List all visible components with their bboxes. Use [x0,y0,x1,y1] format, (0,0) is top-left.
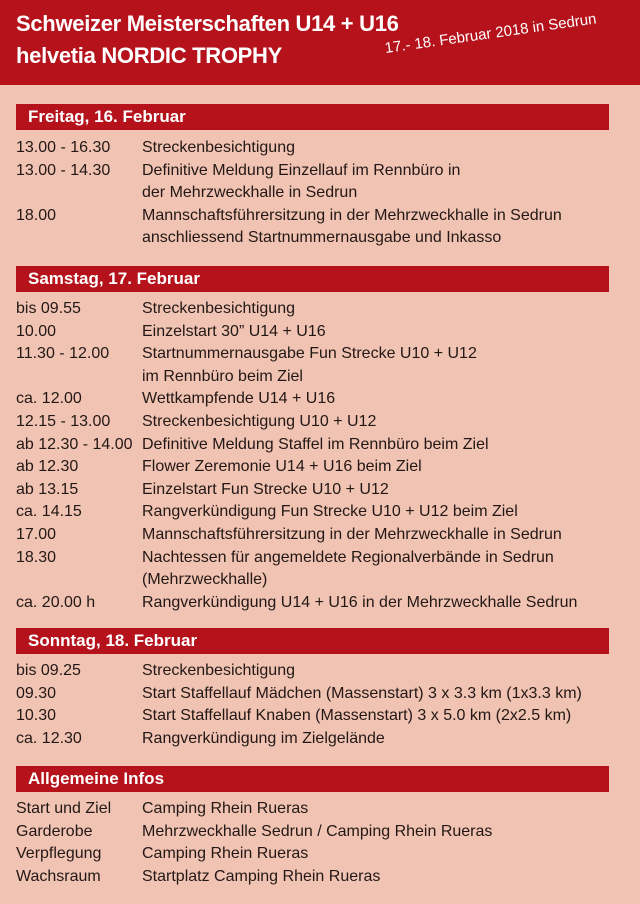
info-label: Garderobe [16,822,93,840]
schedule-row [16,411,616,434]
info-row [16,843,616,866]
info-row [16,821,616,844]
info-value: Mehrzweckhalle Sedrun / Camping Rhein Rueras [142,822,493,840]
schedule-row [16,547,616,592]
schedule-row [16,501,616,524]
schedule-description: Streckenbesichtigung [142,662,295,679]
schedule-time: 13.00 - 16.30 [16,139,111,156]
header-banner [0,0,640,85]
schedule-row [16,298,616,321]
schedule-description: Streckenbesichtigung U10 + U12 [142,412,377,430]
schedule-description: Streckenbesichtigung [142,139,295,156]
schedule-description: der Mehrzweckhalle in Sedrun [142,184,358,202]
schedule-time: 17.00 [16,525,57,543]
schedule-row [16,137,616,160]
schedule-description: Nachtessen für angemeldete Regionalverbände in Sedrun [142,548,554,566]
schedule-description: Streckenbesichtigung [142,300,295,317]
schedule-time: ca. 20.00 h [16,593,96,611]
schedule-time: ca. 14.15 [16,503,82,521]
schedule-row [16,388,616,411]
info-label: Start und Ziel [16,800,112,817]
schedule-description: Definitive Meldung Staffel im Rennbüro beim Ziel [142,435,489,453]
info-row [16,798,616,821]
schedule-row [16,728,616,751]
schedule-row [16,456,616,479]
schedule-time: 10.30 [16,707,57,725]
schedule-description: Start Staffellauf Knaben (Massenstart) 3 x 5.0 km (2x2.5 km) [142,707,572,725]
schedule-description: Start Staffellauf Mädchen (Massenstart) 3 x 3.3 km (1x3.3 km) [142,684,582,702]
info-value: Startplatz Camping Rhein Rueras [142,867,381,885]
section-header-friday: Freitag, 16. Februar [16,104,609,130]
info-label: Verpflegung [16,845,102,863]
schedule-row [16,705,616,728]
section-header-general-info: Allgemeine Infos [16,766,609,792]
schedule-row [16,660,616,683]
schedule-time: bis 09.55 [16,300,81,317]
schedule-time: 12.15 - 13.00 [16,412,111,430]
schedule-time: ab 13.15 [16,480,79,498]
schedule-description: Mannschaftsführersitzung in der Mehrzweckhalle in Sedrun [142,525,562,543]
schedule-time: 09.30 [16,684,57,702]
schedule-time: 10.00 [16,322,57,340]
event-title: Schweizer Meisterschaften U14 + U16 [16,11,399,36]
schedule-description: Rangverkündigung im Zielgelände [142,729,385,747]
info-value: Camping Rhein Rueras [142,845,309,863]
info-label: Wachsraum [16,867,101,885]
schedule-time: 13.00 - 14.30 [16,161,111,179]
schedule-description: Mannschaftsführersitzung in der Mehrzweckhalle in Sedrun [142,206,562,224]
info-value: Camping Rhein Rueras [142,800,309,817]
schedule-row [16,683,616,706]
general-info-list [16,798,616,888]
schedule-description: Wettkampfende U14 + U16 [142,390,336,408]
schedule-description: im Rennbüro beim Ziel [142,367,303,385]
schedule-row [16,479,616,502]
schedule-description: Einzelstart 30” U14 + U16 [142,322,326,340]
schedule-friday [16,137,616,250]
schedule-description: Flower Zeremonie U14 + U16 beim Ziel [142,458,422,476]
schedule-sunday [16,660,616,750]
schedule-row [16,343,616,388]
schedule-time: ca. 12.30 [16,729,82,747]
schedule-time: bis 09.25 [16,662,81,679]
schedule-row [16,592,616,615]
schedule-description: Startnummernausgabe Fun Strecke U10 + U12 [142,345,477,363]
schedule-description: Einzelstart Fun Strecke U10 + U12 [142,480,389,498]
schedule-description: anschliessend Startnummernausgabe und Inkasso [142,229,502,247]
event-subtitle: helvetia NORDIC TROPHY [16,43,283,68]
schedule-row [16,524,616,547]
event-date: 17.- 18. Februar 2018 in Sedrun [383,10,598,57]
info-row [16,866,616,889]
schedule-time: ab 12.30 [16,458,79,476]
section-header-sunday: Sonntag, 18. Februar [16,628,609,654]
schedule-row [16,321,616,344]
schedule-time: ab 12.30 - 14.00 [16,435,133,453]
schedule-description: Definitive Meldung Einzellauf im Rennbüro in [142,161,461,179]
section-header-saturday: Samstag, 17. Februar [16,266,609,292]
schedule-description: Rangverkündigung Fun Strecke U10 + U12 beim Ziel [142,503,518,521]
schedule-row [16,434,616,457]
schedule-row [16,205,616,250]
schedule-row [16,160,616,205]
schedule-time: ca. 12.00 [16,390,82,408]
schedule-time: 18.00 [16,206,57,224]
schedule-time: 18.30 [16,548,57,566]
schedule-description: (Mehrzweckhalle) [142,571,268,589]
schedule-time: 11.30 - 12.00 [16,345,110,363]
schedule-saturday [16,298,616,614]
schedule-description: Rangverkündigung U14 + U16 in der Mehrzweckhalle Sedrun [142,593,578,611]
